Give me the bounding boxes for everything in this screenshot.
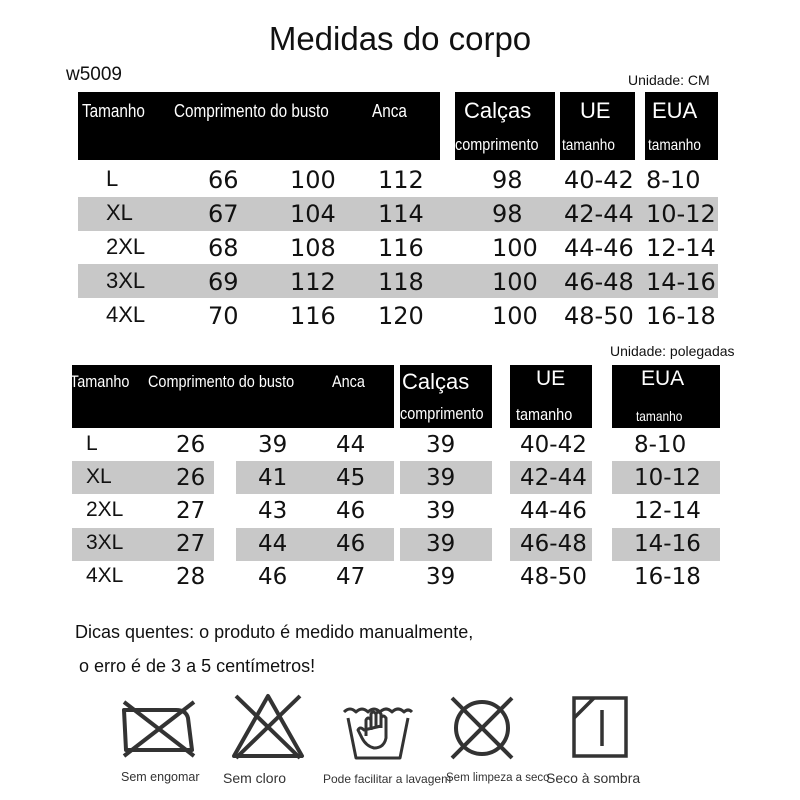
table-cell: 42-44: [564, 200, 634, 228]
table-cell: 40-42: [520, 432, 587, 458]
care-label: Sem engomar: [121, 770, 200, 784]
table-cell: 39: [258, 432, 288, 458]
table-cell: 98: [492, 200, 523, 228]
table-cell: 46: [336, 531, 366, 557]
table-cell: 66: [208, 166, 239, 194]
table-cell: 112: [378, 166, 424, 194]
size-cell: 3XL: [106, 268, 146, 293]
table-cell: 100: [492, 268, 538, 296]
table-cell: 47: [336, 564, 366, 590]
size-cell: L: [106, 166, 119, 191]
table-cell: 100: [492, 302, 538, 330]
in-header-pants-sub: comprimento: [400, 404, 484, 423]
table-cell: 120: [378, 302, 424, 330]
table-cell: 39: [426, 531, 456, 557]
no-iron-icon: [118, 692, 196, 762]
cm-header-eu: UE: [580, 98, 611, 123]
tip-line-1: Dicas quentes: o produto é medido manualmente,: [75, 622, 474, 642]
table-cell: 14-16: [646, 268, 716, 296]
table-cell: 48-50: [564, 302, 634, 330]
size-cell: XL: [106, 200, 133, 225]
table-cell: 8-10: [646, 166, 701, 194]
table-cell: 12-14: [634, 498, 701, 524]
table-cell: 116: [378, 234, 424, 262]
table-cell: 108: [290, 234, 336, 262]
table-cell: 39: [426, 432, 456, 458]
unit-label-cm: Unidade: CM: [628, 72, 710, 88]
in-header-us: EUA: [641, 367, 685, 390]
table-cell: 16-18: [634, 564, 701, 590]
cm-header-us: EUA: [652, 98, 698, 123]
size-cell: 4XL: [106, 302, 146, 327]
care-label: Sem cloro: [223, 770, 287, 786]
table-cell: 67: [208, 200, 239, 228]
no-bleach-icon: [228, 690, 308, 762]
table-cell: 10-12: [634, 465, 701, 491]
size-cell: 4XL: [86, 564, 124, 587]
table-cell: 40-42: [564, 166, 634, 194]
tip-line-2: o erro é de 3 a 5 centímetros!: [79, 656, 316, 676]
table-cell: 112: [290, 268, 336, 296]
table-cell: 46-48: [520, 531, 587, 557]
product-code: w5009: [66, 64, 122, 85]
table-cell: 114: [378, 200, 424, 228]
table-cell: 44: [336, 432, 366, 458]
size-cell: 3XL: [86, 531, 124, 554]
table-cell: 39: [426, 498, 456, 524]
care-label: Sem limpeza a seco: [446, 772, 550, 784]
table-cell: 16-18: [646, 302, 716, 330]
table-cell: 26: [176, 432, 206, 458]
dry-in-shade-icon: [568, 692, 632, 762]
cm-header-hip: Anca: [372, 101, 407, 121]
table-cell: 39: [426, 564, 456, 590]
cm-header-eu-sub: tamanho: [562, 137, 615, 154]
table-cell: 27: [176, 531, 206, 557]
table-cell: 70: [208, 302, 239, 330]
cm-header-pants: Calças: [464, 98, 532, 123]
table-cell: 116: [290, 302, 336, 330]
unit-label-inches: Unidade: polegadas: [610, 343, 735, 359]
cm-header-bust: Comprimento do busto: [174, 101, 329, 121]
in-header-hip: Anca: [332, 372, 365, 391]
table-cell: 43: [258, 498, 288, 524]
in-header-eu-sub: tamanho: [516, 405, 573, 424]
table-cell: 27: [176, 498, 206, 524]
table-cell: 44-46: [520, 498, 587, 524]
cm-header-us-sub: tamanho: [648, 137, 701, 154]
table-cell: 12-14: [646, 234, 716, 262]
table-cell: 118: [378, 268, 424, 296]
size-cell: L: [86, 432, 98, 455]
table-cell: 48-50: [520, 564, 587, 590]
table-cell: 10-12: [646, 200, 716, 228]
table-cell: 42-44: [520, 465, 587, 491]
table-cell: 44: [258, 531, 288, 557]
size-cell: 2XL: [86, 498, 124, 521]
table-cell: 69: [208, 268, 239, 296]
cm-header-pants-sub: comprimento: [455, 135, 539, 154]
size-cell: 2XL: [106, 234, 146, 259]
care-label: Pode facilitar a lavagem: [323, 772, 452, 786]
table-cell: 39: [426, 465, 456, 491]
page-title: Medidas do corpo: [268, 20, 532, 57]
table-cell: 100: [492, 234, 538, 262]
care-label: Seco à sombra: [546, 770, 641, 786]
table-cell: 68: [208, 234, 239, 262]
in-header-pants: Calças: [402, 369, 470, 394]
size-cell: XL: [86, 465, 112, 488]
in-header-size: Tamanho: [70, 372, 130, 391]
no-dry-clean-icon: [446, 692, 518, 764]
table-cell: 8-10: [634, 432, 687, 458]
table-cell: 100: [290, 166, 336, 194]
table-cell: 28: [176, 564, 206, 590]
hand-wash-icon: [340, 696, 416, 762]
table-cell: 46-48: [564, 268, 634, 296]
table-cell: 44-46: [564, 234, 634, 262]
table-cell: 14-16: [634, 531, 701, 557]
table-cell: 26: [176, 465, 206, 491]
cm-header-size: Tamanho: [82, 101, 145, 121]
in-header-us-sub: tamanho: [636, 408, 683, 424]
table-cell: 46: [258, 564, 288, 590]
table-cell: 104: [290, 200, 336, 228]
in-header-bust: Comprimento do busto: [148, 372, 295, 391]
in-header-eu: UE: [536, 367, 566, 390]
table-cell: 46: [336, 498, 366, 524]
table-cell: 41: [258, 465, 288, 491]
table-cell: 45: [336, 465, 366, 491]
table-cell: 98: [492, 166, 523, 194]
